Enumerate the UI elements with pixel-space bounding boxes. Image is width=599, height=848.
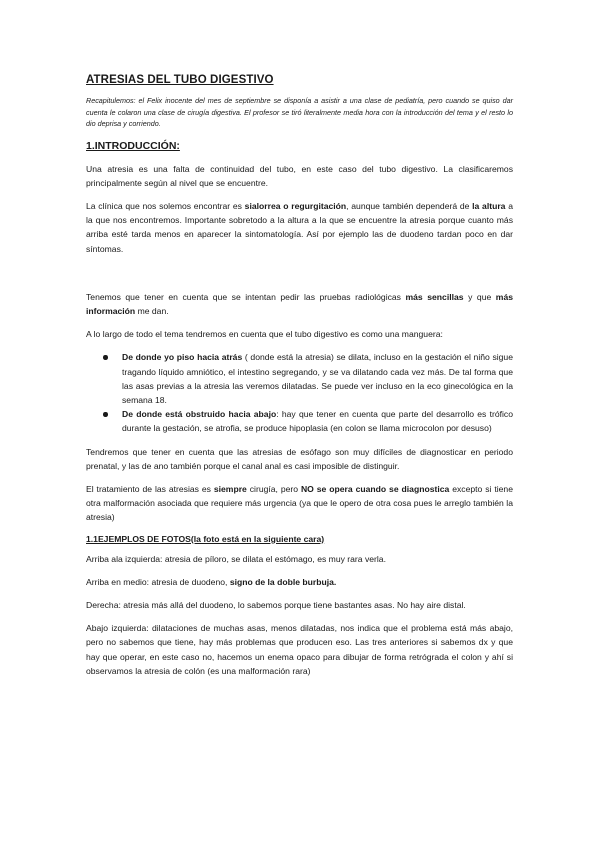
text-run: a la que nos encontremos. Importante sobretodo a la altura a la que se encuentre la atresia porque cuanto más arriba esté tarda menos en aparecer la sintomatología. Así por ejemplo las de duodeno tardan poco en dar síntomas.: [86, 200, 513, 254]
text-run: La clínica que nos solemos encontrar es: [86, 200, 245, 211]
text-run: , aunque también dependerá de: [346, 200, 473, 211]
bold-run: siempre: [213, 483, 247, 494]
text-run: Tenemos que tener en cuenta que se intentan pedir las pruebas radiológicas: [86, 291, 406, 302]
bold-run: la altura: [472, 200, 506, 211]
text-run: Arriba en medio: atresia de duodeno,: [86, 576, 230, 587]
paragraph-definition: Una atresia es una falta de continuidad del tubo, en este caso del tubo digestivo. La clasificaremos principalmente según al nivel que se encuentre.: [86, 163, 513, 188]
document-title: ATRESIAS DEL TUBO DIGESTIVO: [86, 74, 274, 86]
section-heading-ejemplos: 1.1EJEMPLOS DE FOTOS(la foto está en la siguiente cara): [86, 533, 325, 544]
bullet-dot-icon: [103, 412, 108, 417]
bold-run: De donde yo piso hacia atrás: [122, 352, 243, 363]
bullet-item: [86, 407, 513, 435]
bold-run: sialorrea o regurgitación: [244, 200, 347, 211]
text-run: me dan.: [135, 305, 169, 316]
paragraph-clinica: [86, 199, 513, 256]
paragraph-esofago: Tendremos que tener en cuenta que las atresias de esófago son muy difíciles de diagnosticar en periodo prenatal, y las de ano también porque el canal anal es casi imposible de distinguir.: [86, 446, 513, 471]
bold-run: más información: [86, 291, 513, 316]
bullet-item: [86, 350, 513, 407]
intro-paragraph: Recapitulemos: el Felix inocente del mes de septiembre se disponía a asistir a una clase de pediatría, pero cuando se quiso dar cuenta le colaron una clase de cirugía digestiva. El profesor se tiró literalmente media hora con la introducción del tema y el resto lo dio deprisa y corriendo.: [86, 96, 513, 128]
bold-run: signo de la doble burbuja.: [229, 576, 337, 587]
text-run: ( donde está la atresia) se dilata, incluso en la gestación el niño sigue tragando líquido amniótico, el intestino segregando, y se va dilatando cada vez más. De tal forma que las asas previas a la atresia las veremos dilatadas. Se puede ver incluso en la eco ginecológica en la semana 18.: [122, 352, 513, 405]
bullet-dot-icon: [103, 355, 108, 360]
text-run: : hay que tener en cuenta que parte del desarrollo es trófico durante la gestación, se atrofia, se produce hipoplasia (en colon se llama microcolon por desuso): [122, 409, 513, 434]
paragraph-derecha: Derecha: atresia más allá del duodeno, lo sabemos porque tiene bastantes asas. No hay aire distal.: [86, 599, 466, 610]
section-heading-introduccion: 1.INTRODUCCIÓN:: [86, 139, 180, 152]
bold-run: De donde está obstruido hacia abajo: [122, 409, 277, 420]
text-run: cirugía, pero: [246, 483, 301, 494]
bold-run: NO se opera cuando se diagnostica: [300, 483, 450, 494]
text-run: y que: [463, 291, 496, 302]
paragraph-duodeno: [86, 575, 513, 589]
spacer: [86, 265, 513, 290]
paragraph-tratamiento: [86, 482, 513, 525]
bullet-list: [86, 350, 513, 435]
paragraph-manguera: A lo largo de todo el tema tendremos en cuenta que el tubo digestivo es como una manguera:: [86, 329, 443, 340]
paragraph-pruebas: [86, 290, 513, 318]
document-content: [86, 74, 513, 687]
text-run: excepto si tiene otra malformación asociada que requiere más urgencia (ya que le opero de otra cosa pues le arreglo también la atresia): [86, 483, 513, 523]
paragraph-piloro: Arriba ala izquierda: atresia de píloro, se dilata el estómago, es muy rara verla.: [86, 553, 386, 564]
paragraph-abajo-izquierda: Abajo izquierda: dilataciones de muchas asas, menos dilatadas, nos indica que el problema está más abajo, pero no sabemos que tiene, hay más problemas que producen eso. Las tres anteriores si sabemos dx y que hay que operar, en este caso no, hacemos un enema opaco para dibujar de forma retrógrada el colon y ahí si observamos la atresia de colón (es una malformación rara): [86, 623, 513, 676]
bold-run: más sencillas: [405, 291, 464, 302]
text-run: El tratamiento de las atresias es: [86, 483, 214, 494]
